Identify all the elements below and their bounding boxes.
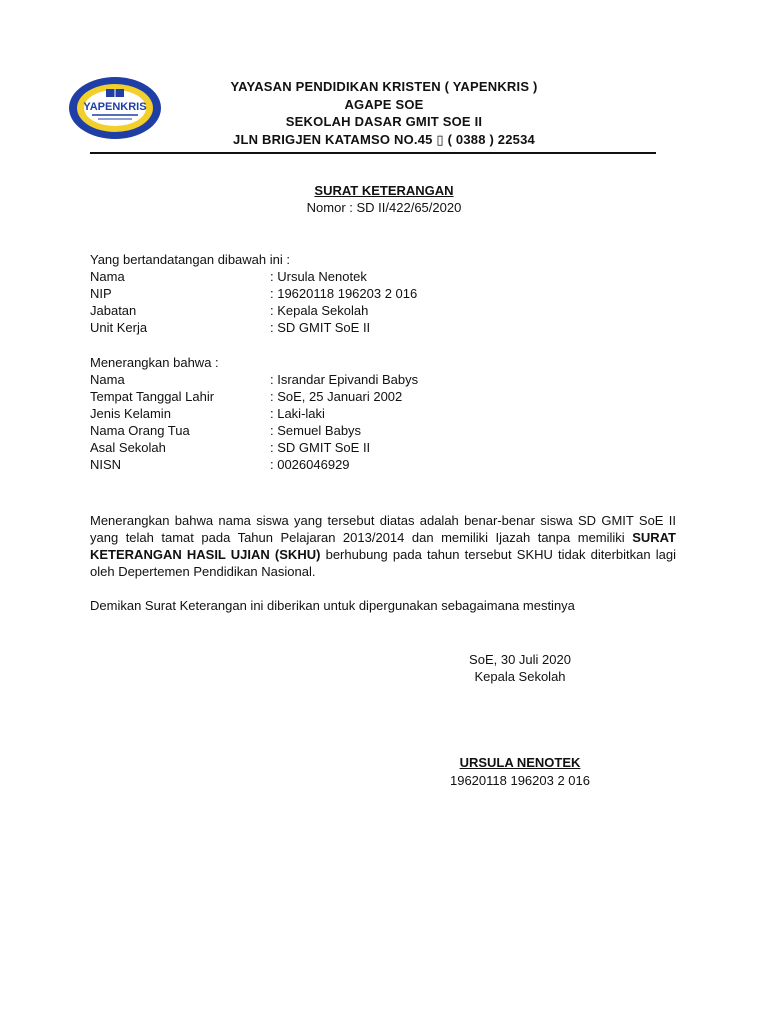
signatory-intro: Yang bertandatangan dibawah ini : — [90, 252, 290, 267]
field-value: : SD GMIT SoE II — [270, 440, 371, 455]
signature-name: URSULA NENOTEK — [459, 755, 581, 770]
letterhead-line-2: AGAPE SOE — [344, 96, 424, 112]
field-label: Jenis Kelamin — [90, 406, 171, 421]
field-label: NISN — [90, 457, 122, 472]
field-value: : Kepala Sekolah — [270, 303, 369, 318]
signatory-row — [90, 302, 490, 319]
field-value: : Israndar Epivandi Babys — [270, 372, 419, 387]
student-row — [90, 439, 490, 456]
student-row — [90, 371, 490, 388]
field-value: : 19620118 196203 2 016 — [270, 286, 418, 301]
closing-sentence: Demikan Surat Keterangan ini diberikan untuk dipergunakan sebagaimana mestinya — [90, 598, 575, 613]
letterhead-line-1: YAYASAN PENDIDIKAN KRISTEN ( YAPENKRIS ) — [230, 79, 538, 94]
field-value: : Ursula Nenotek — [270, 269, 367, 284]
school-logo — [68, 76, 162, 140]
body-text-2: berhubung pada tahun tersebut SKHU tidak diterbitkan lagi oleh Depertemen Pendidikan Nasional. — [90, 547, 677, 579]
student-row — [90, 405, 490, 422]
body-paragraph — [90, 512, 676, 580]
document-title: SURAT KETERANGAN — [314, 183, 454, 198]
signature-position: Kepala Sekolah — [474, 669, 566, 684]
field-label: Nama — [90, 372, 125, 387]
student-intro: Menerangkan bahwa : — [90, 355, 219, 370]
letterhead-divider — [90, 152, 656, 154]
signatory-row — [90, 285, 490, 302]
document-number: Nomor : SD II/422/65/2020 — [306, 200, 462, 215]
field-value: : SD GMIT SoE II — [270, 320, 371, 335]
signature-nip: 19620118 196203 2 016 — [449, 773, 590, 788]
field-label: Tempat Tanggal Lahir — [90, 389, 215, 404]
logo-text: YAPENKRIS — [83, 101, 147, 113]
field-label: Asal Sekolah — [90, 440, 166, 455]
field-value: : 0026046929 — [270, 457, 350, 472]
letterhead — [160, 78, 608, 148]
field-label: Nama Orang Tua — [90, 423, 190, 438]
field-label: Nama — [90, 269, 125, 284]
field-value: : Semuel Babys — [270, 423, 362, 438]
body-text-1: Menerangkan bahwa nama siswa yang tersebut diatas adalah benar-benar siswa SD GMIT SoE II yang telah tamat pada Tahun Pelajaran 2013/2014 dan memiliki Ijazah tanpa memiliki — [90, 513, 676, 545]
signature-place-date: SoE, 30 Juli 2020 — [469, 652, 571, 667]
letterhead-line-3: SEKOLAH DASAR GMIT SOE II — [285, 114, 483, 129]
signatory-row — [90, 268, 490, 285]
field-label: Unit Kerja — [90, 320, 148, 335]
student-row — [90, 388, 490, 405]
signatory-block — [90, 251, 490, 336]
student-row — [90, 456, 490, 473]
body-bold-text: SURAT KETERANGAN HASIL UJIAN (SKHU) — [90, 530, 676, 562]
student-block — [90, 354, 490, 473]
letterhead-line-4: JLN BRIGJEN KATAMSO NO.45 ▯ ( 0388 ) 22534 — [233, 131, 535, 147]
student-row — [90, 422, 490, 439]
field-label: Jabatan — [90, 303, 137, 318]
field-label: NIP — [90, 286, 112, 301]
field-value: : SoE, 25 Januari 2002 — [270, 389, 403, 404]
signatory-row — [90, 319, 490, 336]
field-value: : Laki-laki — [270, 406, 325, 421]
